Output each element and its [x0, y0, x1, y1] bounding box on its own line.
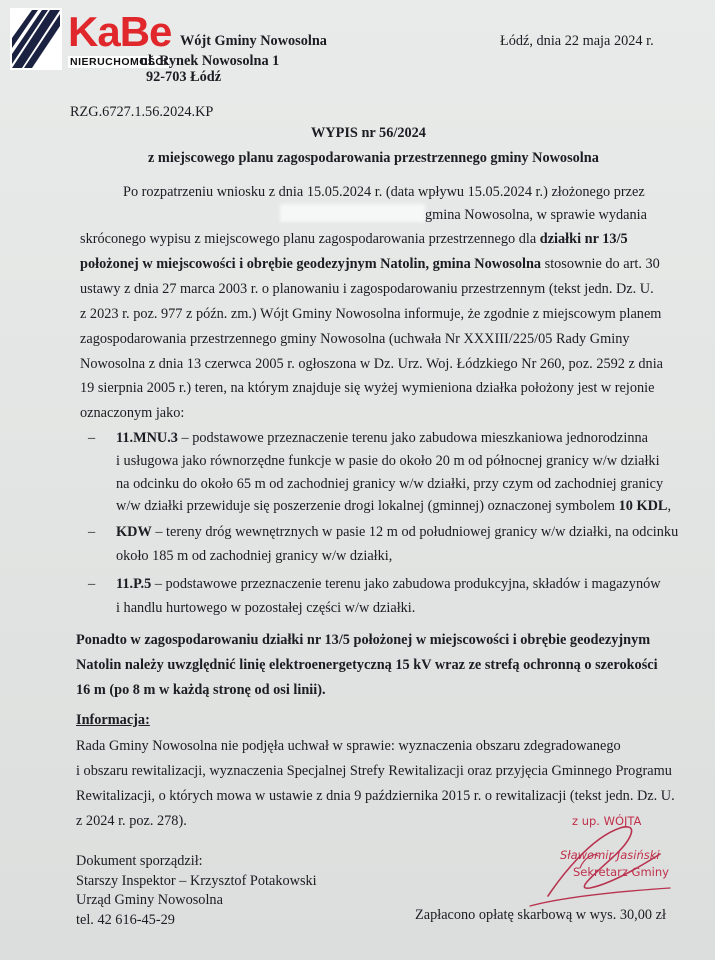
- item3-line1: [116, 576, 661, 592]
- item1-line4: [116, 498, 671, 514]
- item2-line1: [116, 524, 678, 540]
- plot-number: działki nr 13/5: [539, 231, 628, 247]
- p2-line2: Natolin należy uwzględnić linię elektroenergetyczną 15 kV wraz ze strefą ochronną o szerokości: [76, 657, 658, 673]
- item1-line4-text: w/w działki przewiduje się poszerzenie drogi lokalnej (gminnej) oznaczonej symbolem: [116, 498, 616, 514]
- org-address: ul. Rynek Nowosolna 1: [140, 53, 280, 69]
- item3-line1-text: – podstawowe przeznaczenie terenu jako zabudowa produkcyjna, składów i magazynów: [154, 576, 661, 592]
- stamp-line1: z up. WÓJTA: [572, 814, 642, 828]
- p1-line9: 19 sierpnia 2005 r.) teren, na którym znajduje się wyżej wymieniona działka położony jest w rejonie: [80, 380, 655, 396]
- logo-mark-icon: [10, 8, 62, 70]
- item2-dash: –: [88, 524, 96, 540]
- p3-line2: i obszaru rewitalizacji, wyznaczenia Specjalnej Strefy Rewitalizacji oraz przyjęcia Gminnego Programu: [76, 763, 672, 779]
- p1-line10: oznaczonym jako:: [80, 405, 185, 421]
- stamp-line2: Sławomir Jasiński: [560, 848, 660, 862]
- p2-line3: 16 m (po 8 m w każdą stronę od osi linii).: [76, 682, 326, 698]
- prepared-by-label: Dokument sporządził:: [76, 853, 203, 869]
- item1-line1-text: – podstawowe przeznaczenie terenu jako zabudowa mieszkaniowa jednorodzinna: [181, 430, 648, 446]
- item1-line2: i usługowa jako równorzędne funkcje w pasie do około 20 m od północnej granicy w/w działki: [116, 453, 660, 469]
- plot-location: położonej w miejscowości i obrębie geodezyjnym Natolin, gmina Nowosolna: [80, 256, 542, 272]
- place-date: Łódź, dnia 22 maja 2024 r.: [500, 33, 654, 49]
- redacted-name: [280, 204, 425, 222]
- p1-line5: ustawy z dnia 27 marca 2003 r. o planowaniu i zagospodarowaniu przestrzennym (tekst jedn. Dz. U.: [80, 281, 654, 297]
- p1-line4: [80, 256, 660, 272]
- info-heading: Informacja:: [76, 712, 150, 728]
- logo-name: KaBe: [68, 8, 172, 55]
- office-phone: tel. 42 616-45-29: [76, 912, 175, 928]
- zone-code-kdw: KDW: [116, 524, 152, 540]
- handwritten-signature-icon: [520, 818, 680, 918]
- p1-line7: zagospodarowania przestrzennego gminy Nowosolna (uchwała Nr XXXIII/225/05 Rady Gminy: [80, 331, 630, 347]
- stamp-line3: Sekretarz Gminy: [573, 865, 669, 879]
- item1-line3: na odcinku do około 65 m od zachodniej granicy w/w działki, przy czym od zachodniej granicy: [116, 476, 664, 492]
- p1-line4-text: stosownie do art. 30: [544, 256, 660, 272]
- item1-line1: [116, 430, 648, 446]
- item2-line1-text: – tereny dróg wewnętrznych w pasie 12 m od południowej granicy w/w działki, na odcinku: [155, 524, 679, 540]
- zone-code-mnu: 11.MNU.3: [116, 430, 178, 446]
- p3-line3: Rewitalizacji, o których mowa w ustawie z dnia 9 października 2015 r. o rewitalizacji (tekst jedn. Dz. U.: [76, 788, 675, 804]
- item3-dash: –: [88, 576, 96, 592]
- p3-line1: Rada Gminy Nowosolna nie podjęła uchwał w sprawie: wyznaczenia obszaru zdegradowanego: [76, 738, 621, 754]
- road-symbol: 10 KDL: [618, 498, 668, 514]
- stamp-duty-fee: Zapłacono opłatę skarbową w wys. 30,00 zł: [415, 907, 666, 923]
- p1-line6: z 2023 r. poz. 977 z późn. zm.) Wójt Gminy Nowosolna informuje, że zgodnie z miejscowym planem: [80, 306, 662, 322]
- p2-line1: Ponadto w zagospodarowaniu działki nr 13/5 położonej w miejscowości i obrębie geodezyjnym: [76, 632, 651, 648]
- p1-line3-text: skróconego wypisu z miejscowego planu zagospodarowania przestrzennego dla: [80, 231, 537, 247]
- item2-line2: około 185 m od zachodniej granicy w/w działki,: [116, 548, 393, 564]
- p1-line1: Po rozpatrzeniu wniosku z dnia 15.05.2024 r. (data wpływu 15.05.2024 r.) złożonego przez: [123, 184, 645, 200]
- org-name: Wójt Gminy Nowosolna: [180, 33, 327, 49]
- inspector-name: Starszy Inspektor – Krzysztof Potakowski: [76, 873, 317, 889]
- office-name: Urząd Gminy Nowosolna: [76, 892, 223, 908]
- zone-code-p: 11.P.5: [116, 576, 152, 592]
- p1-line2: gmina Nowosolna, w sprawie wydania: [425, 207, 647, 223]
- reference-number: RZG.6727.1.56.2024.KP: [70, 104, 214, 120]
- item3-line2: i handlu hurtowego w pozostałej części w/w działki.: [116, 600, 416, 616]
- logo-subtitle: NIERUCHOMOŚCI: [70, 56, 167, 68]
- p1-line3: [80, 231, 628, 247]
- p3-line4: z 2024 r. poz. 278).: [76, 813, 187, 829]
- item1-line4-end: ,: [667, 498, 672, 514]
- p1-line8: Nowosolna z dnia 13 czerwca 2005 r. ogłoszona w Dz. Urz. Woj. Łódzkiego Nr 260, poz. 2592 z dnia: [80, 356, 664, 372]
- org-postal: 92-703 Łódź: [146, 69, 222, 85]
- document-subtitle: z miejscowego planu zagospodarowania przestrzennego gminy Nowosolna: [148, 150, 599, 166]
- item1-dash: –: [88, 430, 96, 446]
- document-title: WYPIS nr 56/2024: [311, 125, 426, 141]
